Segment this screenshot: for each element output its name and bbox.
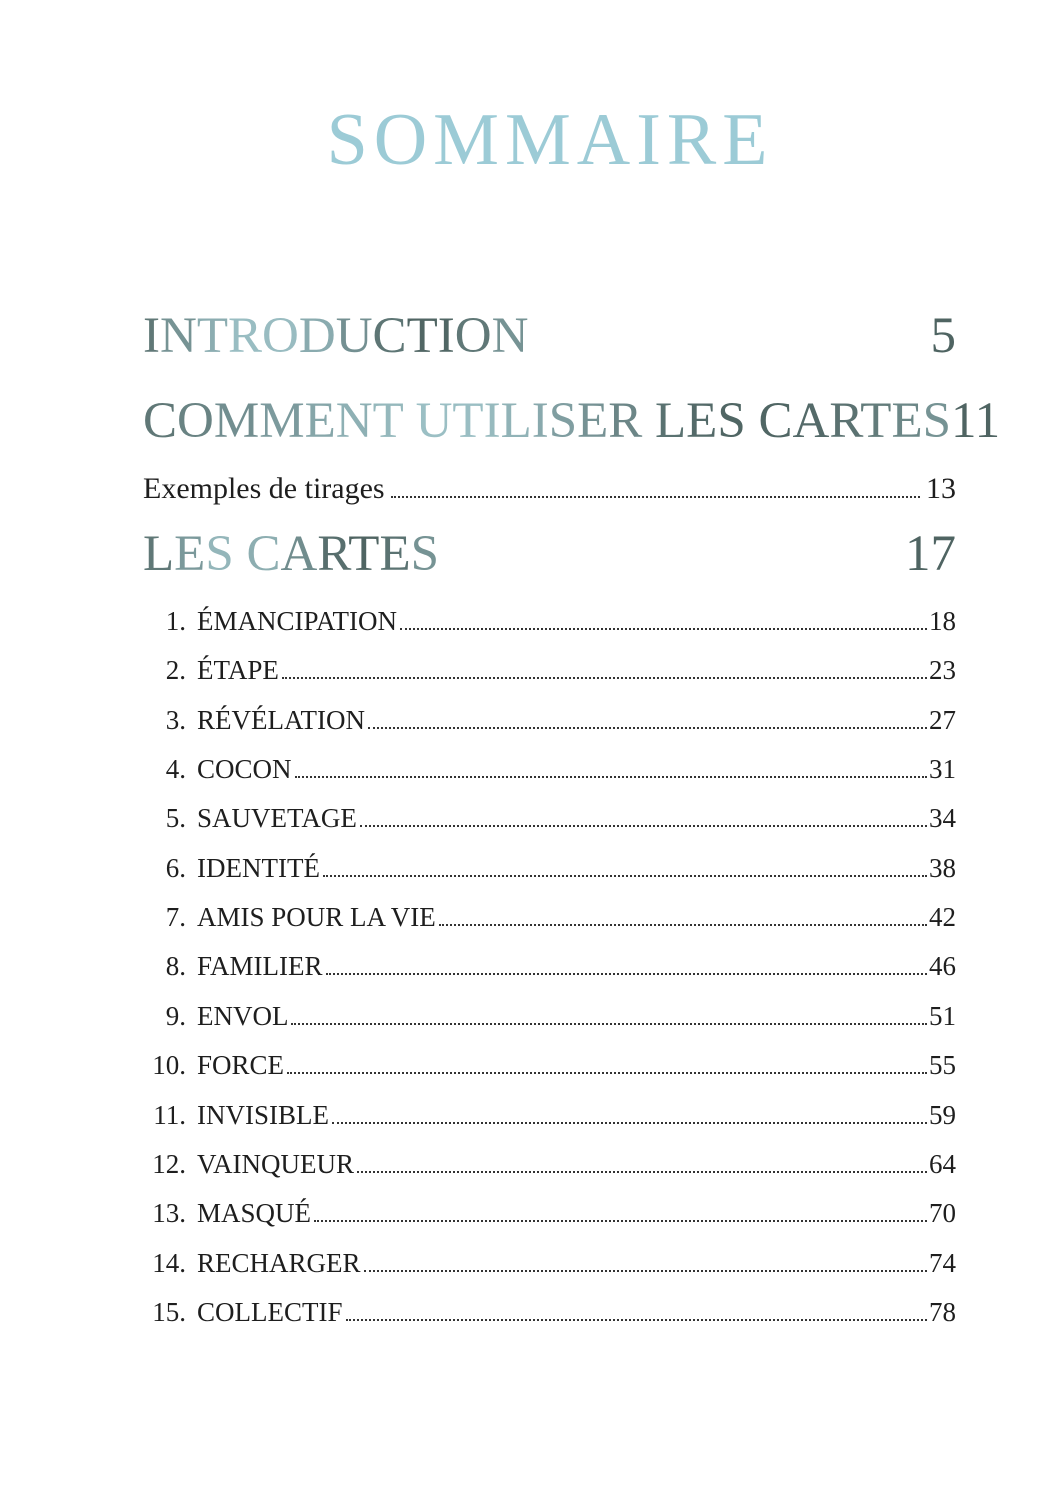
- card-number: 12.: [152, 1148, 186, 1179]
- card-number: 1.: [165, 606, 186, 636]
- toc-entry-exemples[interactable]: [143, 471, 956, 507]
- card-page: 51: [929, 1000, 956, 1031]
- card-number: 13.: [152, 1198, 186, 1229]
- card-name: MASQUÉ: [197, 1198, 312, 1229]
- toc-entry-label: INTRODUCTION: [143, 308, 529, 364]
- toc-card-entry[interactable]: [143, 753, 956, 785]
- toc-entry-les-cartes[interactable]: [143, 524, 956, 584]
- dot-leader: [314, 1219, 927, 1222]
- card-name: AMIS POUR LA VIE: [197, 902, 436, 933]
- card-number: 14.: [152, 1247, 186, 1278]
- card-name: IDENTITÉ: [197, 852, 320, 883]
- card-page: 55: [929, 1050, 956, 1081]
- card-page: 18: [929, 606, 956, 636]
- card-name: ÉMANCIPATION: [197, 606, 398, 636]
- card-name: INVISIBLE: [197, 1099, 329, 1130]
- dot-leader: [282, 676, 927, 679]
- toc-card-entry[interactable]: [143, 1049, 956, 1081]
- card-name: COCON: [197, 754, 292, 785]
- toc-card-entry[interactable]: [143, 852, 956, 884]
- dot-leader: [400, 627, 927, 630]
- dot-leader: [368, 726, 927, 729]
- card-name: VAINQUEUR: [197, 1148, 355, 1179]
- card-number: 9.: [165, 1000, 186, 1031]
- dot-leader: [326, 972, 928, 975]
- toc-entry-label: COMMENT UTILISER LES CARTES: [143, 393, 951, 449]
- card-name: COLLECTIF: [197, 1296, 343, 1327]
- toc-entry-introduction[interactable]: [143, 306, 956, 366]
- card-number: 4.: [165, 754, 186, 785]
- card-number: 3.: [165, 704, 186, 735]
- toc-entry-page: 13: [926, 472, 956, 505]
- toc-card-entry[interactable]: [143, 901, 956, 933]
- card-page: 64: [929, 1148, 956, 1179]
- toc-card-entry[interactable]: [143, 1247, 956, 1279]
- card-name: ÉTAPE: [197, 655, 279, 686]
- card-page: 34: [929, 803, 956, 834]
- dot-leader: [295, 775, 927, 778]
- toc-card-entry[interactable]: [143, 1099, 956, 1131]
- dot-leader: [360, 824, 927, 827]
- card-number: 8.: [165, 951, 186, 982]
- dot-leader: [357, 1170, 927, 1173]
- toc-entry-label: LES CARTES: [143, 526, 439, 582]
- card-page: 23: [929, 655, 956, 686]
- toc-card-entry[interactable]: [143, 950, 956, 982]
- card-number: 10.: [152, 1050, 186, 1081]
- page-title: SOMMAIRE: [326, 99, 774, 181]
- dot-leader: [291, 1022, 927, 1025]
- card-name: ENVOL: [197, 1000, 289, 1031]
- card-name: SAUVETAGE: [197, 803, 357, 834]
- card-number: 2.: [165, 655, 186, 686]
- toc-card-entry[interactable]: [143, 1148, 956, 1180]
- card-number: 15.: [152, 1296, 186, 1327]
- card-page: 42: [929, 902, 956, 933]
- toc-card-entry[interactable]: [143, 1296, 956, 1328]
- toc-card-entry[interactable]: [143, 605, 956, 637]
- dot-leader: [364, 1269, 927, 1272]
- toc-entry-page: 11: [950, 393, 1001, 449]
- card-name: RÉVÉLATION: [197, 704, 365, 735]
- dot-leader: [332, 1121, 927, 1124]
- toc-card-entry[interactable]: [143, 802, 956, 834]
- card-number: 11.: [153, 1099, 186, 1130]
- dot-leader: [391, 495, 920, 498]
- dot-leader: [287, 1071, 927, 1074]
- dot-leader: [346, 1318, 928, 1321]
- dot-leader: [439, 923, 927, 926]
- card-number: 7.: [165, 902, 186, 933]
- toc-card-entry[interactable]: [143, 1000, 956, 1032]
- card-page: 31: [929, 754, 956, 785]
- card-page: 70: [929, 1198, 956, 1229]
- card-name: FORCE: [197, 1050, 285, 1081]
- card-page: 59: [929, 1099, 956, 1130]
- card-page: 46: [929, 951, 956, 982]
- card-page: 27: [929, 704, 956, 735]
- toc-card-entry[interactable]: [143, 654, 956, 686]
- toc-card-entry[interactable]: [143, 704, 956, 736]
- toc-entry-comment-utiliser[interactable]: [143, 391, 1001, 451]
- toc-entry-label: Exemples de tirages: [143, 472, 385, 505]
- card-name: RECHARGER: [197, 1247, 361, 1278]
- card-page: 74: [929, 1247, 956, 1278]
- card-name: FAMILIER: [197, 951, 323, 982]
- dot-leader: [323, 874, 927, 877]
- card-number: 6.: [165, 852, 186, 883]
- card-page: 38: [929, 852, 956, 883]
- toc-entry-page: 5: [930, 308, 956, 364]
- toc-entry-page: 17: [905, 526, 956, 582]
- toc-card-entry[interactable]: [143, 1197, 956, 1229]
- card-page: 78: [929, 1296, 956, 1327]
- card-number: 5.: [165, 803, 186, 834]
